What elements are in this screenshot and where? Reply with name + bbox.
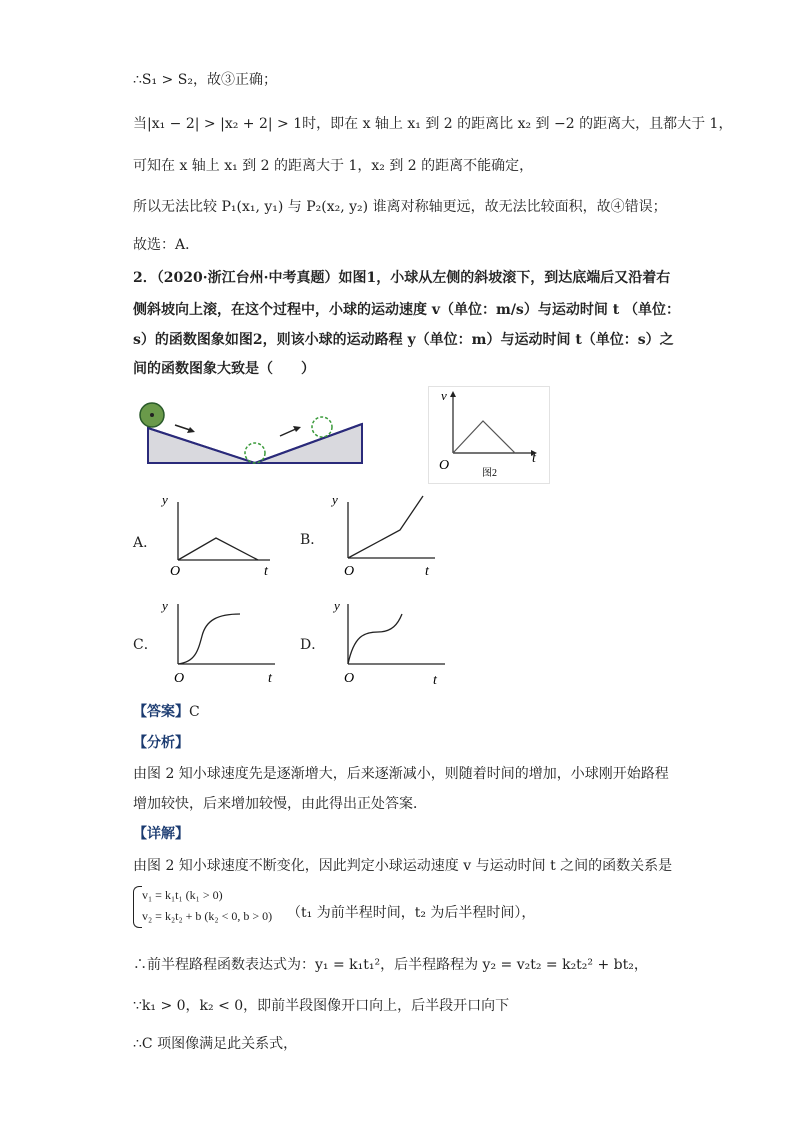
option-a-label: A． — [133, 535, 158, 551]
svg-text:t: t — [425, 564, 429, 579]
svg-text:y: y — [162, 598, 168, 613]
option-d-graph — [330, 596, 455, 691]
curve-c — [178, 614, 240, 664]
option-b-graph — [330, 488, 450, 583]
svg-text:t: t — [433, 673, 437, 688]
system-eq-1: v₁ = k₁t₁ (k₁ > 0) — [142, 888, 223, 902]
svg-text:t: t — [264, 564, 268, 579]
ball-dashed-icon — [312, 417, 332, 437]
figure-1-slope — [135, 395, 375, 475]
system-note: （t₁ 为前半程时间，t₂ 为后半程时间）， — [287, 905, 536, 921]
option-d-label: D． — [300, 637, 326, 653]
analysis-tag: 【分析】 — [133, 735, 189, 751]
analysis-line-1: 由图 2 知小球速度先是逐渐增大，后来逐渐减小，则随着时间的增加，小球刚开始路程 — [133, 766, 669, 782]
text-line-2: 当|x₁ − 2| > |x₂ + 2| > 1时，即在 x 轴上 x₁ 到 2 的距离比 x₂ 到 −2 的距离大，且都大于 1， — [133, 116, 733, 132]
text-line-4: 所以无法比较 P₁(x₁, y₁) 与 P₂(x₂, y₂) 谁离对称轴更远，故无法比较面积，故④错误； — [133, 199, 667, 215]
answer-tag: 【答案】 — [133, 704, 189, 720]
question-line-2: 侧斜坡向上滚，在这个过程中，小球的运动速度 v（单位：m/s）与运动时间 t （单位： — [133, 302, 681, 318]
curve-d — [348, 614, 402, 664]
question-line-1: 2．（2020·浙江台州·中考真题）如图1，小球从左侧的斜坡滚下，到达底端后又沿着右 — [133, 270, 671, 286]
detail-line-3: ∵k₁ > 0，k₂ < 0，即前半段图像开口向上，后半段开口向下 — [133, 998, 510, 1014]
analysis-line-2: 增加较快，后来增加较慢，由此得出正处答案． — [133, 796, 427, 812]
origin-label: O — [439, 458, 450, 473]
detail-tag: 【详解】 — [133, 826, 189, 842]
svg-text:O: O — [174, 671, 185, 686]
detail-line-4: ∴C 项图像满足此关系式， — [133, 1036, 298, 1052]
v-axis-label: v — [441, 388, 447, 403]
svg-text:y: y — [332, 492, 338, 507]
option-c-label: C． — [133, 637, 158, 653]
answer-value: C — [189, 704, 200, 720]
system-eq-2: v₂ = k₂t₂ + b (k₂ < 0, b > 0) — [142, 909, 273, 923]
detail-line-1: 由图 2 知小球速度不断变化，因此判定小球运动速度 v 与运动时间 t 之间的函数关系是 — [133, 858, 673, 874]
question-line-4: 间的函数图象大致是（ ） — [133, 361, 315, 377]
text-line-3: 可知在 x 轴上 x₁ 到 2 的距离大于 1，x₂ 到 2 的距离不能确定， — [133, 158, 534, 174]
question-line-3: s）的函数图象如图2，则该小球的运动路程 y（单位：m）与运动时间 t（单位：s）之 — [133, 332, 674, 348]
curve-a — [178, 538, 258, 560]
svg-text:O: O — [344, 564, 355, 579]
system-brace — [133, 886, 142, 928]
option-c-graph — [160, 596, 285, 691]
t-axis-label: t — [532, 451, 536, 466]
option-b-label: B． — [300, 532, 325, 548]
option-a-graph — [160, 488, 280, 583]
curve-b — [348, 496, 423, 558]
svg-text:y: y — [162, 492, 168, 507]
svg-text:O: O — [170, 564, 181, 579]
svg-text:O: O — [344, 671, 355, 686]
figure-2-caption: 图2 — [482, 468, 497, 479]
svg-text:t: t — [268, 671, 272, 686]
figure-2-frame — [428, 386, 550, 484]
detail-line-2: ∴前半程路程函数表达式为：y₁ = k₁t₁²，后半程路程为 y₂ = v₂t₂ = k₂t₂² + bt₂， — [133, 957, 648, 973]
text-line-1: ∴S₁ > S₂，故③正确； — [133, 72, 277, 88]
svg-text:y: y — [334, 598, 340, 613]
text-line-5: 故选：A． — [133, 237, 200, 253]
answer-line — [133, 702, 200, 722]
